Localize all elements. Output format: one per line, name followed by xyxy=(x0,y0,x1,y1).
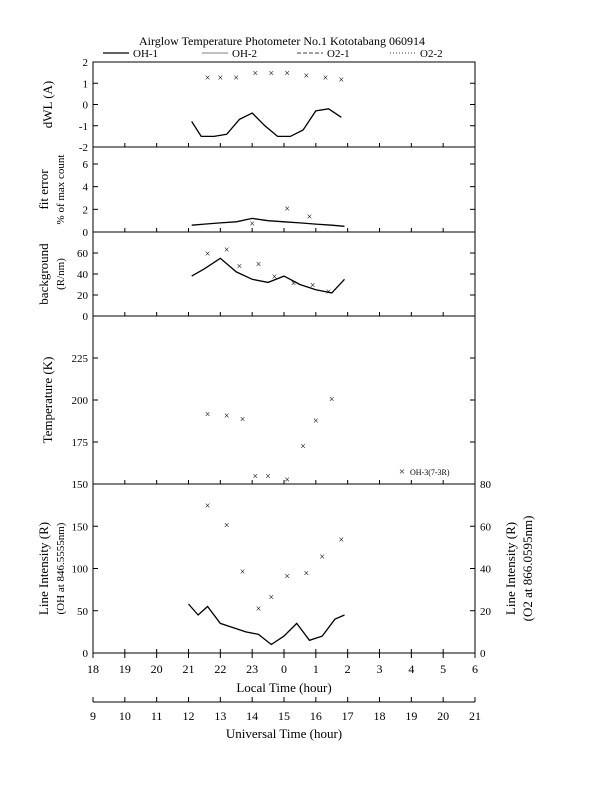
y-tick-label: 200 xyxy=(71,395,88,407)
annotation-label: OH-3(7-3R) xyxy=(410,468,450,477)
data-point-oh3: × xyxy=(252,68,259,80)
ut-tick-label: 20 xyxy=(437,709,450,723)
data-point-oh3: × xyxy=(290,278,297,290)
ut-tick-label: 18 xyxy=(373,709,386,723)
lt-tick-label: 6 xyxy=(472,662,478,676)
panel-bg xyxy=(36,232,475,323)
y-tick-label: 225 xyxy=(71,353,88,365)
data-point-oh3: × xyxy=(239,567,246,579)
data-point-oh3: × xyxy=(204,72,211,84)
y-axis-label-unit: (R/nm) xyxy=(55,258,67,290)
data-point-oh3: × xyxy=(233,72,240,84)
y-tick-label: 2 xyxy=(82,57,88,69)
data-point-oh3: × xyxy=(252,471,259,483)
y-axis-label: Temperature (K) xyxy=(40,356,55,444)
data-point-oh3: × xyxy=(204,501,211,513)
y-tick-label: 150 xyxy=(71,521,88,534)
ut-tick-label: 12 xyxy=(182,709,195,723)
y-right-tick-label: 20 xyxy=(480,605,491,618)
lt-axis-label: Local Time (hour) xyxy=(236,680,332,695)
data-point-oh3: × xyxy=(271,272,278,284)
ut-axis-label: Universal Time (hour) xyxy=(225,726,343,741)
y-tick-label: -2 xyxy=(78,142,88,154)
series-line-oh-1 xyxy=(192,258,345,293)
y-axis-label: dWL (A) xyxy=(40,80,55,129)
y-tick-label: 100 xyxy=(71,563,88,576)
chart-title: Airglow Temperature Photometer No.1 Kototabang 060914 xyxy=(139,34,425,48)
panel-dwl xyxy=(40,57,475,154)
ut-tick-label: 9 xyxy=(90,709,96,723)
lt-tick-label: 4 xyxy=(408,662,415,676)
panels xyxy=(36,57,535,660)
data-point-oh3: × xyxy=(223,244,230,256)
legend-label: OH-1 xyxy=(133,48,159,60)
y-right-tick-label: 40 xyxy=(480,563,491,576)
data-point-oh3: × xyxy=(217,72,224,84)
y-axis-label: Line Intensity (R) xyxy=(36,521,51,616)
y-axis-label: background xyxy=(36,243,51,305)
y-tick-label: 2 xyxy=(82,204,88,217)
data-point-oh3: × xyxy=(265,471,271,483)
data-point-oh3: × xyxy=(313,416,319,428)
ut-tick-label: 17 xyxy=(341,709,354,723)
series-line-oh-1 xyxy=(192,109,342,137)
lt-tick-label: 20 xyxy=(150,662,163,676)
lt-tick-label: 23 xyxy=(246,662,259,676)
data-point-oh3: × xyxy=(303,70,310,82)
y-tick-label: 40 xyxy=(77,269,88,281)
legend xyxy=(103,48,443,60)
lt-tick-label: 21 xyxy=(182,662,195,676)
data-point-oh3: × xyxy=(236,261,243,273)
y-tick-label: 4 xyxy=(82,181,88,194)
legend-label: OH-2 xyxy=(232,48,258,60)
ut-tick-label: 19 xyxy=(405,709,418,723)
data-point-oh3: × xyxy=(325,286,332,298)
data-point-oh3: × xyxy=(338,534,345,546)
y-axis-label-unit: % of max count xyxy=(55,154,67,225)
panel-fit xyxy=(36,147,475,239)
data-point-oh3: × xyxy=(322,72,329,84)
y-tick-label: 0 xyxy=(82,227,88,239)
panel-frame xyxy=(93,484,475,653)
data-point-oh3: × xyxy=(204,409,211,421)
lt-tick-label: 0 xyxy=(281,662,287,676)
time-axes xyxy=(87,653,481,741)
ut-tick-label: 15 xyxy=(278,709,290,723)
data-point-oh3: × xyxy=(268,68,275,80)
lt-tick-label: 1 xyxy=(312,662,319,676)
y-tick-label: 6 xyxy=(82,159,88,171)
lt-tick-label: 19 xyxy=(118,662,131,676)
ut-tick-label: 14 xyxy=(246,709,259,723)
data-point-oh3: × xyxy=(239,414,246,426)
data-point-oh3: × xyxy=(204,249,211,260)
lt-tick-label: 3 xyxy=(376,662,383,676)
data-point-oh3: × xyxy=(306,212,313,224)
y-tick-label: 0 xyxy=(82,311,88,323)
y-right-axis-label-unit: (O2 at 866.0595nm) xyxy=(520,515,535,622)
ut-tick-label: 16 xyxy=(309,709,322,723)
data-point-oh3: × xyxy=(255,259,262,271)
lt-tick-label: 22 xyxy=(214,662,227,676)
y-tick-label: 150 xyxy=(71,479,88,491)
lt-tick-label: 5 xyxy=(440,662,447,676)
y-axis-label-unit: (OH at 846.5555nm) xyxy=(55,522,67,615)
lt-tick-label: 18 xyxy=(87,662,99,676)
panel-int xyxy=(36,479,535,660)
data-point-oh3: × xyxy=(223,411,230,423)
y-tick-label: 175 xyxy=(71,437,88,449)
data-point-oh3: × xyxy=(309,280,316,292)
data-point-oh3: × xyxy=(303,568,310,580)
y-right-tick-label: 0 xyxy=(480,648,486,660)
y-tick-label: 20 xyxy=(77,290,88,302)
y-tick-label: 0 xyxy=(82,99,88,112)
data-point-oh3: × xyxy=(268,592,275,604)
data-point-oh3: × xyxy=(338,75,345,86)
y-tick-label: 1 xyxy=(82,78,88,91)
ut-tick-label: 11 xyxy=(150,709,163,723)
y-tick-label: 0 xyxy=(82,648,88,660)
data-point-oh3: × xyxy=(284,204,291,216)
ut-tick-label: 21 xyxy=(469,709,481,723)
data-point-oh3: × xyxy=(284,571,291,583)
data-point-oh3: × xyxy=(300,441,306,453)
data-point-oh3: × xyxy=(319,551,326,563)
panel-frame xyxy=(93,147,475,232)
lt-tick-label: 2 xyxy=(344,662,351,676)
data-point-oh3: × xyxy=(284,474,291,486)
data-point-oh3: × xyxy=(223,520,230,532)
annotation-marker: × xyxy=(398,466,406,478)
legend-label: O2-2 xyxy=(420,48,443,60)
y-right-axis-label: Line Intensity (R) xyxy=(503,521,518,616)
ut-tick-label: 13 xyxy=(214,709,227,723)
series-line-oh-1 xyxy=(192,218,345,226)
y-right-tick-label: 60 xyxy=(480,521,491,534)
y-tick-label: 50 xyxy=(77,605,88,618)
y-tick-label: 60 xyxy=(77,248,88,260)
panel-frame xyxy=(93,232,475,316)
panel-frame xyxy=(93,316,475,484)
y-axis-label: fit error xyxy=(36,169,51,210)
legend-label: O2-1 xyxy=(327,48,350,60)
data-point-oh3: × xyxy=(328,394,335,406)
data-point-oh3: × xyxy=(249,218,255,230)
y-right-tick-label: 80 xyxy=(480,479,491,491)
panel-temp xyxy=(40,316,475,491)
series-line-oh-1 xyxy=(189,604,345,645)
data-point-oh3: × xyxy=(255,604,262,616)
y-tick-label: -1 xyxy=(78,120,88,133)
data-point-oh3: × xyxy=(284,68,291,80)
ut-tick-label: 10 xyxy=(118,709,131,723)
